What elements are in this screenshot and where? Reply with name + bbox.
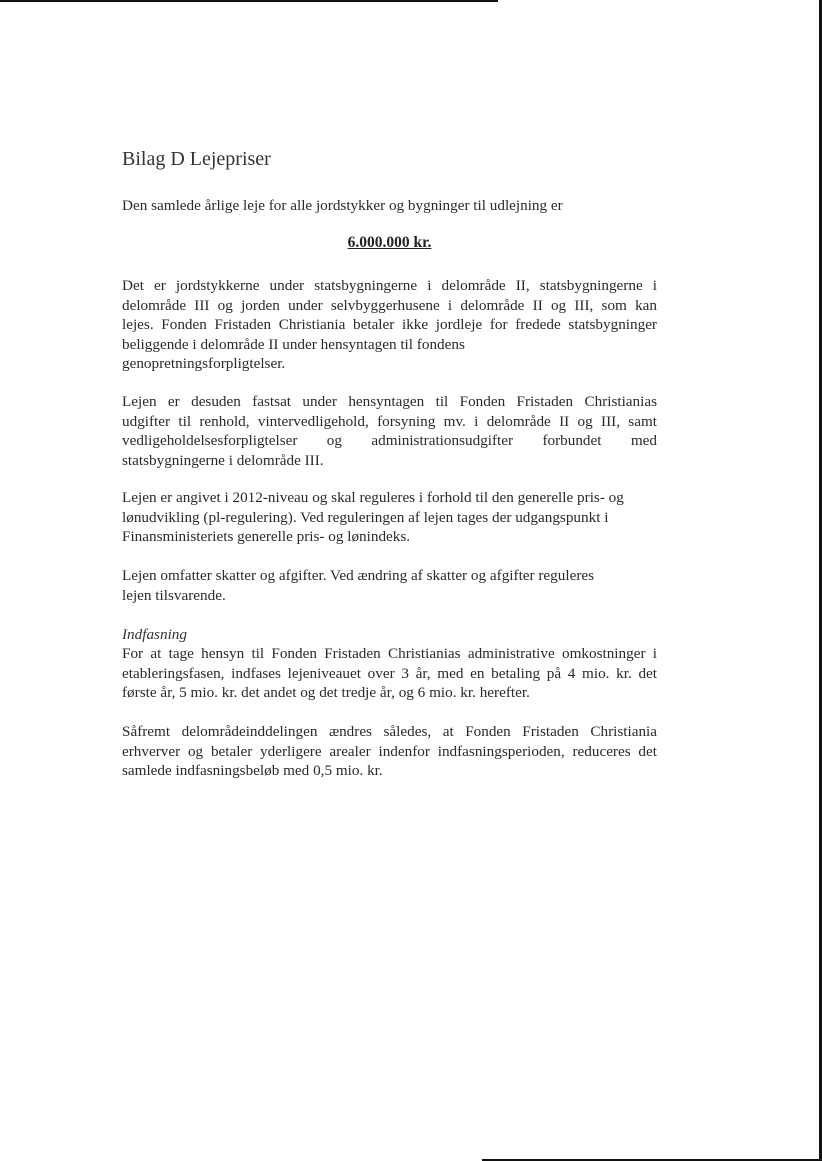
text-line: genopretningsforpligtelser. bbox=[122, 355, 286, 372]
text-line: erhverver og betaler yderligere arealer indenfor indfasningsperioden, reduceres det bbox=[122, 742, 657, 760]
text-line: samlede indfasningsbeløb med 0,5 mio. kr. bbox=[122, 762, 383, 779]
text-line: lejes. Fonden Fristaden Christiania betaler ikke jordleje for fredede statsbygninger bbox=[122, 316, 657, 333]
text-line: Såfremt delområdeinddelingen ændres således, at Fonden Fristaden Christiania bbox=[122, 723, 657, 740]
text-line: statsbygningerne i delområde III. bbox=[122, 451, 324, 469]
text-line: For at tage hensyn til Fonden Fristaden Christianias administrative omkostninger i bbox=[122, 645, 657, 662]
subheading-indfasning: Indfasning bbox=[122, 626, 187, 643]
paragraph-udgifter bbox=[122, 392, 657, 470]
paragraph-jordstykker bbox=[122, 276, 657, 374]
total-amount: 6.000.000 kr. bbox=[347, 234, 432, 251]
text-line: vedligeholdelsesforpligtelser og administrationsudgifter forbundet med bbox=[122, 432, 657, 449]
text-line: Det er jordstykkerne under statsbygningerne i delområde II, statsbygningerne i bbox=[122, 277, 657, 294]
text-line: udgifter til renhold, vintervedligehold, forsyning mv. i delområde II og III, samt bbox=[122, 412, 657, 430]
paragraph-skatter bbox=[122, 566, 657, 605]
text-line: Finansministeriets generelle pris- og lønindeks. bbox=[122, 528, 411, 545]
text-line: etableringsfasen, indfases lejeniveauet over 3 år, med en betaling på 4 mio. kr. det bbox=[122, 664, 657, 682]
text-line: lejen tilsvarende. bbox=[122, 586, 226, 604]
text-line: lønudvikling (pl-regulering). Ved reguleringen af lejen tages der udgangspunkt i bbox=[122, 508, 609, 526]
paragraph-delomraade bbox=[122, 722, 657, 781]
text-line: første år, 5 mio. kr. det andet og det tredje år, og 6 mio. kr. herefter. bbox=[122, 684, 530, 701]
paragraph-regulering bbox=[122, 488, 657, 547]
text-line: beliggende i delområde II under hensyntagen til fondens bbox=[122, 335, 465, 353]
scan-edge-top bbox=[0, 0, 498, 2]
paragraph-indfasning bbox=[122, 644, 657, 703]
page-title: Bilag D Lejepriser bbox=[122, 148, 271, 170]
text-line: Lejen er desuden fastsat under hensyntagen til Fonden Fristaden Christianias bbox=[122, 393, 657, 410]
intro-text: Den samlede årlige leje for alle jordstykker og bygninger til udlejning er bbox=[122, 197, 563, 214]
text-line: Lejen er angivet i 2012-niveau og skal reguleres i forhold til den generelle pris- og bbox=[122, 489, 624, 506]
text-line: delområde III og jorden under selvbyggerhusene i delområde II og III, som kan bbox=[122, 296, 657, 314]
text-line: Lejen omfatter skatter og afgifter. Ved ændring af skatter og afgifter reguleres bbox=[122, 567, 595, 584]
